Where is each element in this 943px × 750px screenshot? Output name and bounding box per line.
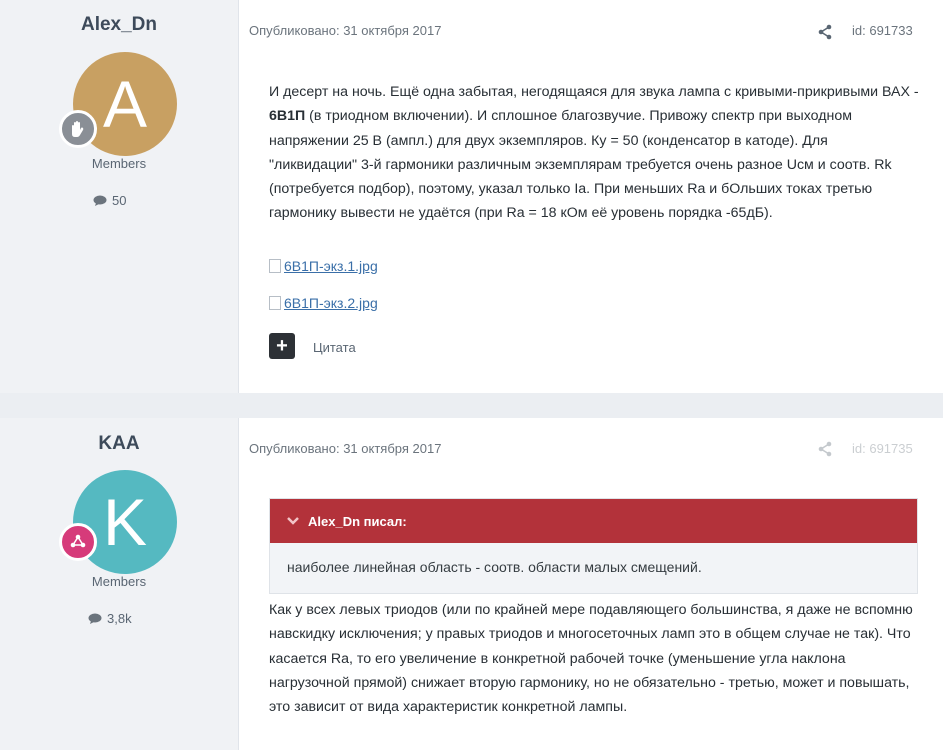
quote-header[interactable] bbox=[270, 499, 917, 543]
share-icon[interactable] bbox=[817, 441, 833, 457]
post-content bbox=[269, 598, 919, 719]
quote-button[interactable]: Цитата bbox=[313, 340, 356, 355]
post-text: И десерт на ночь. Ещё одна забытая, негодящаяся для звука лампа с кривыми-прикривыми ВАХ - 6В1П (в триодном включении). И сплошное благозвучие. Привожу спектр при выходном напряжении 25 В (ампл.) для двух экземпляров. Ку = 50 (конденсатор в катоде). Для "ликвидации" 3-й гармоники различным экземплярам требуется очень разное Uсм и соотв. Rk (потребуется подбор), поэтому, указал только Ia. При меньших Ra и бОльших токах третью гармонику вывести не удаётся (при Ra = 18 кОм её уровень порядка -65дБ). bbox=[269, 84, 919, 222]
comment-icon bbox=[88, 613, 102, 625]
published-date: Опубликовано: 31 октября 2017 bbox=[249, 23, 442, 38]
post-count bbox=[93, 193, 126, 208]
post-691735 bbox=[0, 418, 943, 750]
attachment-link-1[interactable]: 6В1П-экз.1.jpg bbox=[269, 258, 378, 274]
post-count bbox=[88, 611, 132, 626]
author-panel bbox=[0, 418, 239, 750]
lamp-name: 6В1П bbox=[269, 108, 306, 125]
share-icon[interactable] bbox=[817, 24, 833, 40]
post-id[interactable]: id: 691733 bbox=[852, 23, 913, 38]
author-name[interactable]: KAA bbox=[98, 433, 140, 454]
post-text: Как у всех левых триодов (или по крайней мере подавляющего большинства, я даже не вспомню навскидку исключения; у правых триодов и многосеточных ламп это в общем случае не так). Что касается Ra, то его увеличение в конкретной рабочей точке (уменьшение угла наклона нагрузочной прямой) снижает вторую гармонику, но не обязательно - третью, может и повышать, это зависит от вида характеристик конкретной лампы. bbox=[269, 602, 913, 716]
post-count-value: 50 bbox=[112, 193, 127, 208]
avatar[interactable]: K bbox=[73, 470, 177, 574]
molecule-icon bbox=[59, 523, 97, 561]
post-id[interactable]: id: 691735 bbox=[852, 441, 913, 456]
post-count-value: 3,8k bbox=[107, 611, 132, 626]
broken-image-icon bbox=[269, 259, 281, 273]
published-date: Опубликовано: 31 октября 2017 bbox=[249, 441, 442, 456]
avatar[interactable]: A bbox=[73, 52, 177, 156]
author-panel bbox=[0, 0, 239, 393]
quote-author: Alex_Dn писал: bbox=[308, 513, 407, 529]
broken-image-icon bbox=[269, 296, 281, 310]
quote-text: наиболее линейная область - соотв. области малых смещений. bbox=[287, 559, 702, 575]
multiquote-plus-button[interactable]: + bbox=[269, 333, 295, 359]
attachment-link-2[interactable]: 6В1П-экз.2.jpg bbox=[269, 295, 378, 311]
hand-icon bbox=[59, 110, 97, 148]
chevron-down-icon bbox=[286, 516, 300, 526]
member-group: Members bbox=[91, 156, 147, 171]
quote-block bbox=[269, 498, 918, 594]
post-content bbox=[269, 80, 919, 226]
comment-icon bbox=[93, 195, 107, 207]
author-name[interactable]: Alex_Dn bbox=[80, 14, 158, 35]
member-group: Members bbox=[91, 574, 147, 589]
